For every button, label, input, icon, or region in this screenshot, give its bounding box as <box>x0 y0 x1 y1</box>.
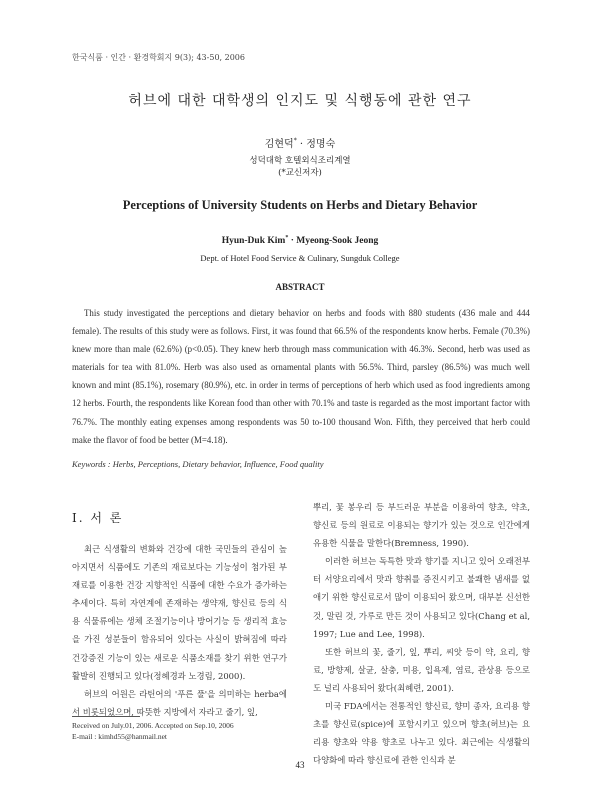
affiliation-ko-text: 성덕대학 호텔외식조리계열 <box>249 156 351 166</box>
english-title: Perceptions of University Students on Herbs and Dietary Behavior <box>122 198 478 212</box>
section-title-introduction: Ⅰ. 서 론 <box>72 511 124 525</box>
running-header: 한국식품 · 인간 · 환경학회지 9(3); 43-50, 2006 <box>72 53 245 62</box>
page-number: 43 <box>295 760 305 770</box>
korean-authors <box>0 135 600 150</box>
paragraph: 이러한 허브는 독특한 맛과 향기를 지니고 있어 오래전부터 서양요리에서 맛과 향취를 증진시키고 불쾌한 냄새를 없애기 위한 향신료로서 많이 이용되어 왔으며, 대부분 신선한 것, 말린 것, 가루로 만든 것이 사용되고 있다(Chang et al, 1997; Lue and Lee, 1998). <box>313 556 530 639</box>
footnote-divider <box>72 716 140 717</box>
korean-title: 허브에 대한 대학생의 인지도 및 식행동에 관한 연구 <box>128 93 472 109</box>
received-date: Received on July.01, 2006. Accepted on Sep.10, 2006 <box>72 721 234 730</box>
english-affiliation: Dept. of Hotel Food Service & Culinary, Sungduk College <box>200 253 400 263</box>
paragraph-continued: 뿌리, 꽃 봉우리 등 부드러운 부분을 이용하여 향초, 약초, 향신료 등의 원료로 이용되는 향기가 있는 것으로 인간에게 유용한 식물을 말한다(Bremness, 1990). <box>313 502 530 549</box>
abstract-body: This study investigated the perceptions and dietary behavior on herbs and foods with 880 students (436 male and 444 female). The results of this study were as follows. First, it was found that 66.5% of the respondents know herbs. Female (70.3%) knew more than male (62.6%) (p<0.05). They knew herb through mass communication with 46.3%. Second, herb was used as materials for tea with 81.0%. Herb was also used as ornamental plants with 56.5%. Third, parsley (86.5%) was much well known and mint (85.1%), rosemary (80.9%), etc. in order in terms of perceptions of herb which used as food ingredients among 12 herbs. Fourth, the respondents like Korean food than other with 70.1% and taste is regarded as the most important factor with 76.7%. The monthly eating expenses among respondents was 50 to-100 thousand Won. Fifth, they perceived that herb could make the flavor of food be better (M=4.18). <box>72 308 530 445</box>
corresponding-note-ko: (*교신저자) <box>278 168 322 178</box>
right-column <box>313 498 530 769</box>
corresponding-mark-en: * <box>285 235 289 241</box>
footnote <box>72 720 234 742</box>
author-2-en: Myeong-Sook Jeong <box>296 236 379 247</box>
paragraph: 미국 FDA에서는 전통적인 향신료, 향미 종자, 요리용 향초를 향신료(spice)에 포함시키고 있으며 향초(허브)는 요리용 향초와 약용 향초로 나누고 있다. 최근에는 식생활의 다양화에 따라 향신료에 관한 인식과 분 <box>313 701 530 766</box>
paragraph: 최근 식생활의 변화와 건강에 대한 국민들의 관심이 높아지면서 식품에도 기존의 재료보다는 기능성이 첨가된 부재료를 이용한 건강 지향적인 식품에 대한 수요가 증가하는 추세이다. 특히 자연계에 존재하는 생약재, 향신료 등의 식용 식물류에는 생체 조절기능이나 방어기능 등 생리적 효능을 가진 성분들이 함유되어 있다는 사실이 밝혀짐에 따라 건강증진 기능이 있는 새로운 식품소재를 찾기 위한 연구가 활발히 진행되고 있다(정혜경과 노경림, 2000). <box>72 544 287 681</box>
korean-affiliation <box>0 155 600 179</box>
author-1-ko: 김현덕 <box>264 139 294 150</box>
left-column <box>72 540 287 721</box>
contact-email: E-mail : kimhd55@hanmail.net <box>72 732 168 741</box>
author-1-en: Hyun-Duk Kim <box>221 236 286 247</box>
paragraph: 또한 허브의 꽃, 줄기, 잎, 뿌리, 씨앗 등이 약, 요리, 향료, 방향제, 살균, 살충, 미용, 입욕제, 염료, 관상용 등으로도 널리 사용되어 왔다(최혜련, 2001). <box>313 646 530 693</box>
paragraph: 허브의 어원은 라틴어의 '푸른 풀'을 의미하는 herba에서 비롯되었으며, 따뜻한 지방에서 자라고 줄기, 잎, <box>72 688 287 717</box>
corresponding-mark: * <box>293 137 297 145</box>
author-separator-en: · <box>288 236 297 247</box>
abstract-heading: ABSTRACT <box>275 282 325 292</box>
english-authors <box>0 235 600 246</box>
keywords: Keywords : Herbs, Perceptions, Dietary behavior, Influence, Food quality <box>72 459 324 469</box>
author-2-ko: 정명숙 <box>306 139 336 150</box>
author-separator: · <box>296 139 307 150</box>
